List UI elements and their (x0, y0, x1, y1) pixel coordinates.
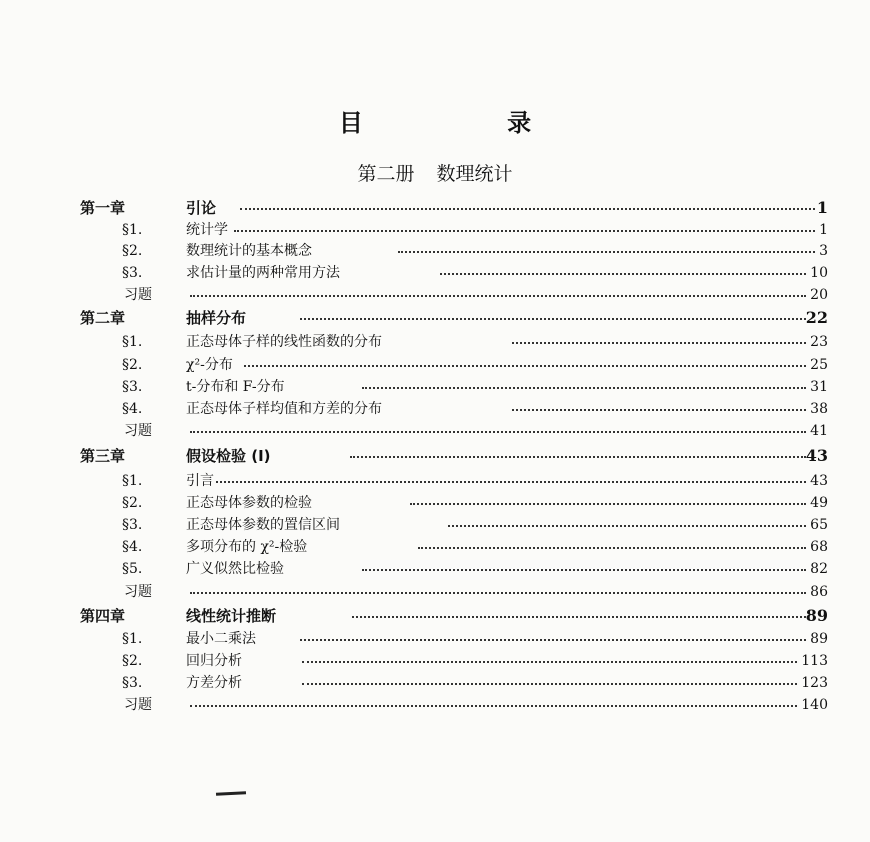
toc-entry-label: §2. (122, 357, 143, 373)
toc-entry-section (0, 376, 870, 398)
dot-leader (350, 456, 806, 458)
toc-entry-title: 方差分析 (186, 675, 242, 691)
toc-entry-page-number: 23 (810, 334, 828, 350)
toc-entry-title: 最小二乘法 (186, 631, 256, 647)
dot-leader (352, 616, 806, 618)
toc-entry-exercise (0, 694, 870, 716)
toc-entry-title: 假设检验 (I) (186, 447, 271, 465)
toc-entry-title: 线性统计推断 (186, 607, 277, 625)
toc-entry-label: §1. (122, 473, 143, 489)
toc-entry-section (0, 558, 870, 580)
toc-entry-page-number: 65 (810, 517, 828, 533)
toc-entry-page-number: 41 (810, 423, 828, 439)
toc-entry-page-number: 20 (810, 287, 828, 303)
toc-entry-section (0, 470, 870, 492)
toc-entry-label: 第四章 (80, 607, 126, 625)
toc-entry-section (0, 240, 870, 262)
toc-entry-title: 正态母体参数的检验 (186, 495, 312, 511)
toc-entry-title: 求估计量的两种常用方法 (186, 265, 340, 281)
toc-entry-page-number: 140 (801, 697, 828, 713)
toc-entry-page-number: 3 (819, 243, 828, 259)
volume-label: 第二册 (357, 163, 415, 185)
toc-entry-section (0, 331, 870, 353)
toc-entry-section (0, 536, 870, 558)
toc-entry-page-number: 123 (801, 675, 828, 691)
toc-entry-label: 习题 (124, 697, 152, 713)
toc-entry-section (0, 650, 870, 672)
dot-leader (362, 387, 806, 389)
toc-entry-label: §3. (122, 265, 143, 281)
dot-leader (300, 639, 806, 641)
toc-entry-page-number: 25 (810, 357, 828, 373)
toc-entry-label: §2. (122, 243, 143, 259)
toc-entry-title: 正态母体子样均值和方差的分布 (186, 401, 382, 417)
toc-entry-label: §3. (122, 675, 143, 691)
toc-entry-page-number: 89 (805, 606, 828, 625)
toc-entry-label: §2. (122, 495, 143, 511)
toc-entry-page-number: 86 (810, 584, 828, 600)
toc-entry-chapter (0, 605, 870, 627)
dot-leader (190, 592, 806, 594)
dot-leader (190, 705, 797, 707)
dot-leader (240, 208, 815, 210)
toc-entry-label: 第三章 (80, 447, 126, 465)
toc-entry-label: 第二章 (80, 309, 126, 327)
toc-entry-page-number: 49 (810, 495, 828, 511)
toc-entry-page-number: 22 (805, 308, 828, 327)
toc-entry-page-number: 10 (810, 265, 828, 281)
dot-leader (302, 661, 797, 663)
toc-entry-label: 习题 (124, 423, 152, 439)
toc-entry-label: §5. (122, 561, 143, 577)
toc-entry-chapter (0, 307, 870, 329)
toc-entry-title: 数理统计的基本概念 (186, 243, 312, 259)
toc-entry-page-number: 31 (810, 379, 828, 395)
dot-leader (448, 525, 806, 527)
dot-leader (512, 409, 806, 411)
dot-leader (300, 318, 806, 320)
toc-entry-page-number: 89 (810, 631, 828, 647)
dot-leader (410, 503, 806, 505)
dot-leader (398, 251, 815, 253)
toc-entry-page-number: 1 (816, 198, 828, 217)
page-number-dash (216, 791, 246, 796)
dot-leader (244, 365, 806, 367)
toc-entry-section (0, 354, 870, 376)
toc-entry-title: 广义似然比检验 (186, 561, 284, 577)
toc-entry-title: 统计学 (186, 222, 228, 238)
toc-entry-chapter (0, 197, 870, 219)
page-title: 目 录 (338, 109, 600, 137)
dot-leader (512, 342, 806, 344)
toc-entry-section (0, 492, 870, 514)
toc-entry-exercise (0, 581, 870, 603)
toc-entry-title: 回归分析 (186, 653, 242, 669)
toc-entry-exercise (0, 420, 870, 442)
toc-entry-title: χ²-分布 (186, 357, 233, 373)
toc-entry-page-number: 38 (810, 401, 828, 417)
toc-entry-page-number: 1 (819, 222, 828, 238)
toc-entry-title: 正态母体子样的线性函数的分布 (186, 334, 382, 350)
toc-entry-section (0, 628, 870, 650)
toc-entry-section (0, 262, 870, 284)
toc-entry-title: 引言 (186, 473, 214, 489)
toc-entry-section (0, 219, 870, 241)
toc-entry-label: §1. (122, 631, 143, 647)
toc-entry-page-number: 43 (805, 446, 828, 465)
toc-entry-title: 抽样分布 (186, 309, 247, 327)
toc-entry-page-number: 113 (801, 653, 828, 669)
subject-label: 数理统计 (436, 163, 513, 185)
toc-entry-label: §1. (122, 334, 143, 350)
dot-leader (234, 230, 815, 232)
toc-entry-page-number: 43 (810, 473, 828, 489)
toc-entry-exercise (0, 284, 870, 306)
toc-entry-section (0, 398, 870, 420)
toc-entry-label: 习题 (124, 584, 152, 600)
toc-entry-page-number: 68 (810, 539, 828, 555)
toc-entry-section (0, 514, 870, 536)
toc-entry-title: 引论 (186, 199, 217, 217)
toc-entry-label: §4. (122, 401, 143, 417)
dot-leader (418, 547, 806, 549)
toc-entry-label: §3. (122, 517, 143, 533)
toc-entry-section (0, 672, 870, 694)
dot-leader (362, 569, 806, 571)
toc-entry-label: §1. (122, 222, 143, 238)
toc-entry-label: 第一章 (80, 199, 126, 217)
volume-subtitle (0, 159, 870, 186)
toc-entry-label: §4. (122, 539, 143, 555)
dot-leader (216, 481, 806, 483)
dot-leader (190, 431, 806, 433)
toc-entry-label: 习题 (124, 287, 152, 303)
dot-leader (302, 683, 797, 685)
dot-leader (440, 273, 806, 275)
toc-entry-title: 正态母体参数的置信区间 (186, 517, 340, 533)
dot-leader (190, 295, 806, 297)
toc-entry-title: 多项分布的 χ²-检验 (186, 539, 308, 555)
toc-entry-label: §3. (122, 379, 143, 395)
toc-entry-page-number: 82 (810, 561, 828, 577)
toc-entry-title: t-分布和 F-分布 (186, 379, 285, 395)
toc-entry-chapter (0, 445, 870, 467)
toc-entry-label: §2. (122, 653, 143, 669)
